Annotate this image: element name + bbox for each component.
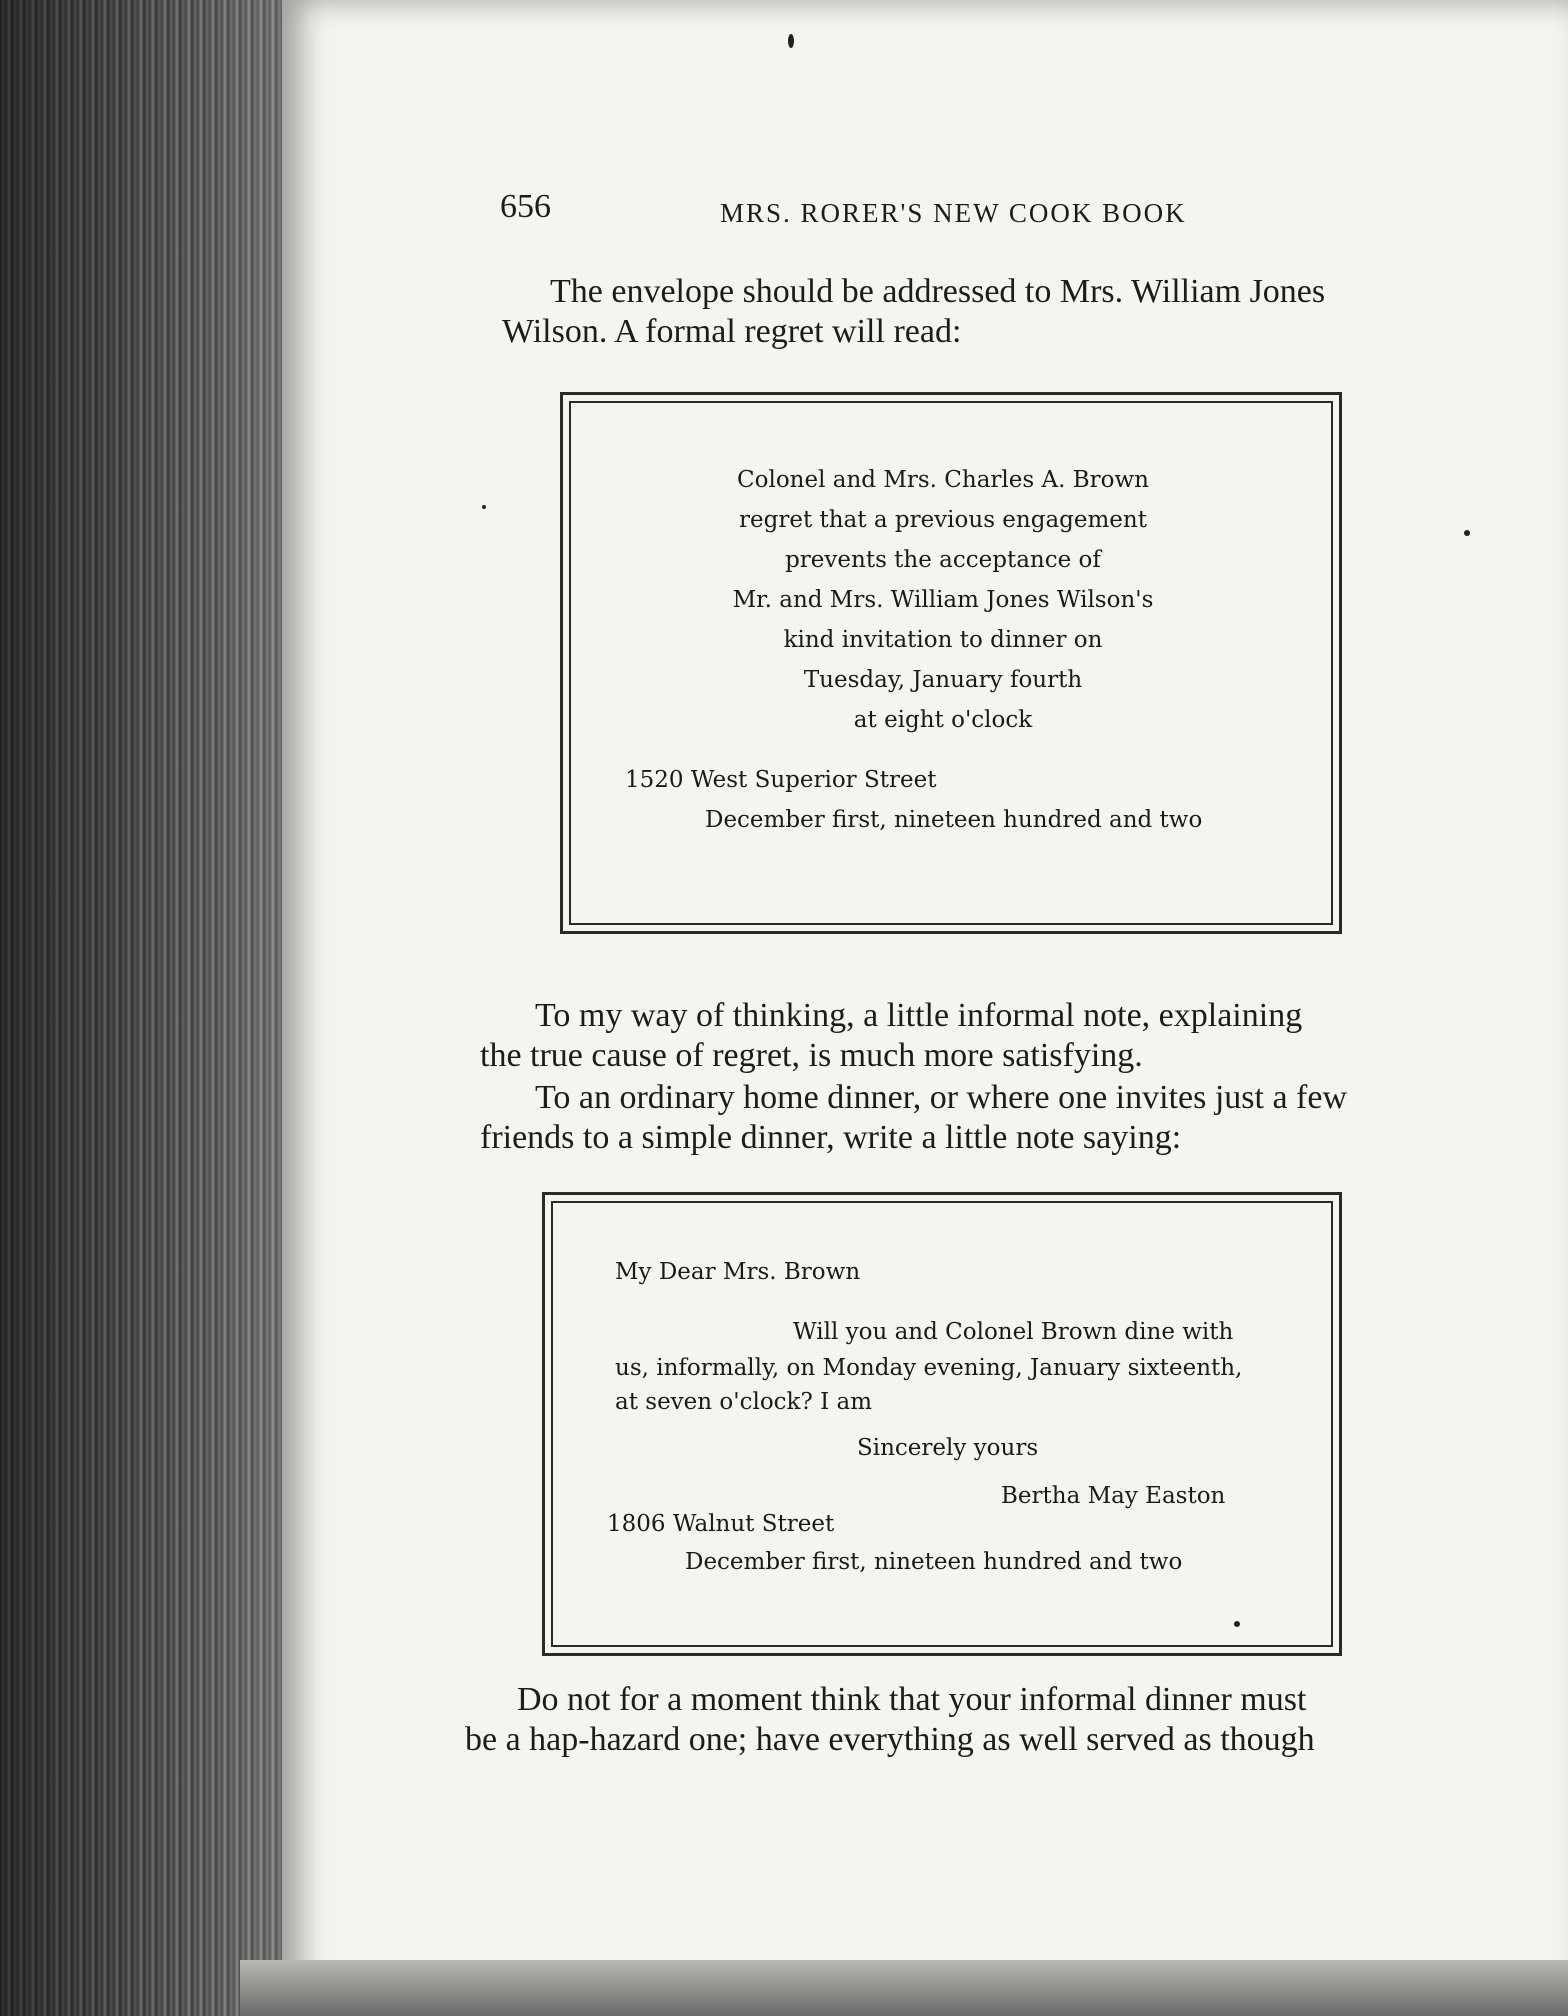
note-body-line: at seven o'clock? I am: [615, 1389, 873, 1415]
paragraph-envelope: [502, 272, 1432, 352]
card-date: December first, nineteen hundred and two: [705, 807, 1203, 833]
page-bottom-shadow: [240, 1960, 1568, 2016]
note-body-line: us, informally, on Monday evening, January sixteenth,: [615, 1355, 1243, 1381]
card-line: Tuesday, January fourth: [803, 667, 1083, 693]
text-line: To my way of thinking, a little informal note, explaining: [535, 997, 1303, 1034]
ink-speck: [482, 505, 486, 509]
paragraph-home-dinner: [480, 1078, 1415, 1158]
note-date: December first, nineteen hundred and two: [685, 1549, 1183, 1575]
note-salutation: My Dear Mrs. Brown: [615, 1259, 861, 1285]
card-line: regret that a previous engagement: [739, 507, 1147, 533]
text-line: be a hap-hazard one; have everything as well served as though: [465, 1721, 1315, 1758]
informal-note-card: [542, 1192, 1342, 1656]
book-title: MRS. RORER'S NEW COOK BOOK: [720, 198, 1187, 228]
text-line: friends to a simple dinner, write a little note saying:: [480, 1119, 1182, 1156]
ink-speck: [788, 34, 794, 48]
note-body-line: Will you and Colonel Brown dine with: [793, 1319, 1234, 1345]
text-line: Wilson. A formal regret will read:: [502, 313, 962, 350]
formal-regret-card: [560, 392, 1342, 934]
card-line: Mr. and Mrs. William Jones Wilson's: [732, 587, 1154, 613]
card-line: kind invitation to dinner on: [783, 627, 1103, 653]
text-line: the true cause of regret, is much more satisfying.: [480, 1037, 1143, 1074]
book-page-edges: [0, 0, 300, 2016]
card-line: prevents the acceptance of: [785, 547, 1101, 573]
text-line: The envelope should be addressed to Mrs. William Jones: [550, 273, 1326, 310]
ink-speck: [1464, 530, 1470, 536]
paragraph-hap-hazard: [465, 1680, 1397, 1760]
note-signature: Bertha May Easton: [1001, 1483, 1226, 1509]
note-closing: Sincerely yours: [857, 1435, 1039, 1461]
page-number: 656: [500, 188, 551, 225]
running-head: [500, 188, 1500, 238]
note-address: 1806 Walnut Street: [607, 1511, 835, 1537]
card-line: at eight o'clock: [853, 707, 1033, 733]
text-line: Do not for a moment think that your informal dinner must: [517, 1681, 1307, 1718]
text-line: To an ordinary home dinner, or where one invites just a few: [535, 1079, 1348, 1116]
card-address: 1520 West Superior Street: [625, 767, 937, 793]
card-line: Colonel and Mrs. Charles A. Brown: [737, 467, 1149, 493]
paragraph-informal-note: [480, 996, 1415, 1076]
